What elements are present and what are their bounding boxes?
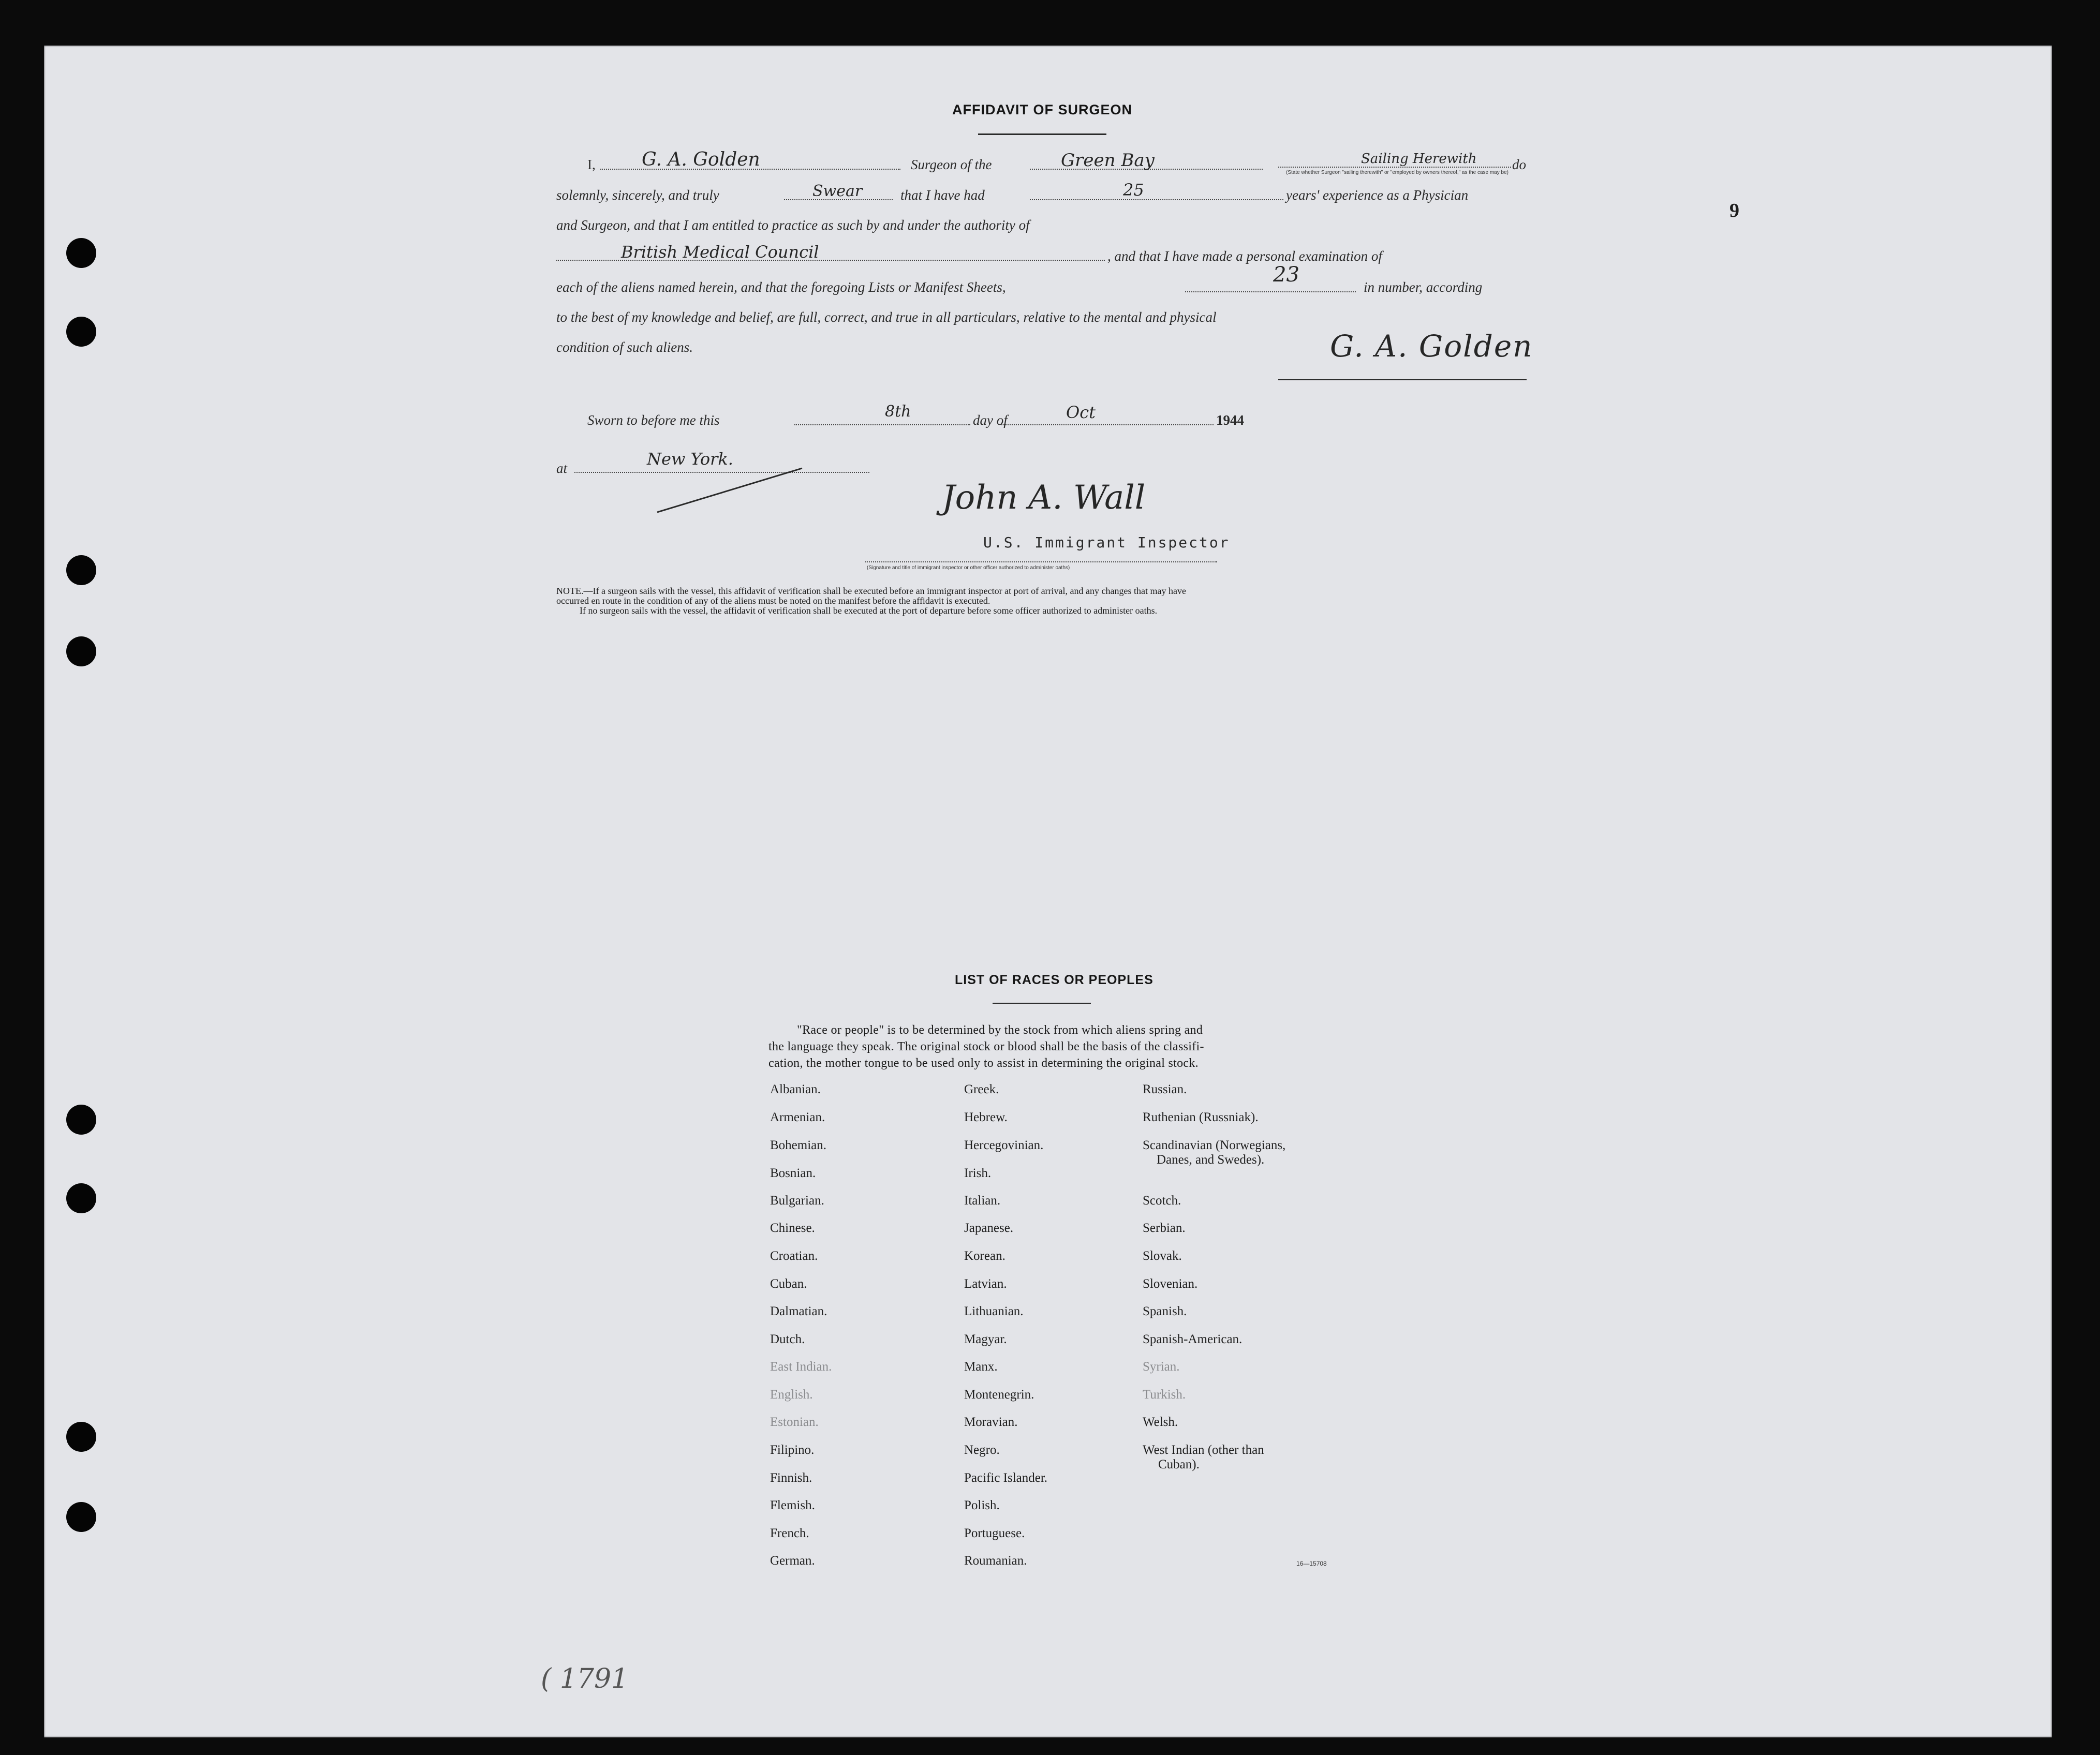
handwritten-owner: Sailing Herewith <box>1361 151 1477 167</box>
blank-month <box>1001 424 1214 425</box>
note-line3: If no surgeon sails with the vessel, the affidavit of verification shall be executed at the port of departure before some officer authorized to administer oaths. <box>580 605 1158 616</box>
race-entry: Montenegrin. <box>964 1388 1034 1402</box>
blank-day <box>794 424 970 425</box>
race-entry: West Indian (other than <box>1143 1443 1264 1457</box>
blank-sheets <box>1185 291 1356 292</box>
page-number: 9 <box>1729 200 1739 221</box>
race-entry: Finnish. <box>770 1471 812 1485</box>
race-entry: Albanian. <box>770 1082 821 1096</box>
race-entry: Roumanian. <box>964 1554 1027 1568</box>
race-entry: Irish. <box>964 1166 992 1180</box>
race-entry: Estonian. <box>770 1415 819 1429</box>
form-number: 16—15708 <box>1296 1560 1327 1567</box>
races-intro-line3: cation, the mother tongue to be used only to assist in determining the original stock. <box>768 1057 1199 1070</box>
race-entry: German. <box>770 1554 815 1568</box>
race-entry: Korean. <box>964 1249 1005 1263</box>
race-entry: Negro. <box>964 1443 1000 1457</box>
affidavit-line4-suffix: , and that I have made a personal examination of <box>1107 248 1382 264</box>
race-entry: Russian. <box>1143 1082 1187 1096</box>
race-entry: Polish. <box>964 1498 1000 1512</box>
handwritten-surgeon-name: G. A. Golden <box>642 149 760 170</box>
affidavit-line7: condition of such aliens. <box>556 339 693 355</box>
race-entry: Dutch. <box>770 1332 805 1346</box>
race-entry: Scandinavian (Norwegians, <box>1143 1138 1286 1152</box>
affidavit-title: AFFIDAVIT OF SURGEON <box>952 102 1132 117</box>
signature-line <box>1278 379 1527 380</box>
race-entry: Spanish. <box>1143 1304 1187 1318</box>
race-entry: Slovenian. <box>1143 1277 1198 1291</box>
note-line1: NOTE.—If a surgeon sails with the vessel, this affidavit of verification shall be executed before an immigrant inspector at port of arrival, and any changes that may have <box>556 586 1186 596</box>
race-entry: Danes, and Swedes). <box>1157 1153 1265 1167</box>
handwritten-oath: Swear <box>812 182 863 200</box>
race-entry: Bohemian. <box>770 1138 827 1152</box>
sworn-mid: day of <box>973 412 1008 428</box>
race-entry: East Indian. <box>770 1360 832 1374</box>
race-entry: Hebrew. <box>964 1110 1008 1124</box>
handwritten-authority: British Medical Council <box>621 242 819 262</box>
race-entry: Dalmatian. <box>770 1304 827 1318</box>
inspector-caption: (Signature and title of immigrant inspector or other officer authorized to administer oaths) <box>867 565 1070 571</box>
race-entry: Serbian. <box>1143 1221 1186 1235</box>
blank-years <box>1030 199 1283 200</box>
blank-inspector <box>865 561 1217 562</box>
punch-hole <box>66 1502 96 1532</box>
sworn-year: 1944 <box>1216 412 1244 428</box>
races-intro-line2: the language they speak. The original stock or blood shall be the basis of the classifi- <box>768 1040 1204 1053</box>
race-entry: Hercegovinian. <box>964 1138 1044 1152</box>
race-entry: Manx. <box>964 1360 998 1374</box>
note-line2: occurred en route in the condition of any of the aliens must be noted on the manifest before the affidavit is executed. <box>556 596 990 606</box>
affidavit-line1-mid: Surgeon of the <box>911 157 992 172</box>
race-entry: Welsh. <box>1143 1415 1178 1429</box>
race-entry: Armenian. <box>770 1110 825 1124</box>
race-entry: Latvian. <box>964 1277 1007 1291</box>
race-entry: French. <box>770 1526 809 1540</box>
race-entry: Japanese. <box>964 1221 1014 1235</box>
race-entry: Scotch. <box>1143 1194 1181 1208</box>
affidavit-line6: to the best of my knowledge and belief, are full, correct, and true in all particulars, relative to the mental and physical <box>556 309 1217 325</box>
handwritten-place: New York. <box>647 449 733 469</box>
race-entry: Spanish-American. <box>1143 1332 1243 1346</box>
blank-owner <box>1278 167 1511 168</box>
race-entry: Cuban. <box>770 1277 807 1291</box>
handwritten-day: 8th <box>885 403 911 421</box>
affidavit-line1-prefix: I, <box>587 157 596 172</box>
race-entry: Ruthenian (Russniak). <box>1143 1110 1259 1124</box>
race-entry: Turkish. <box>1143 1388 1186 1402</box>
race-entry: Portuguese. <box>964 1526 1025 1540</box>
race-entry: Filipino. <box>770 1443 815 1457</box>
affidavit-line1-suffix: do <box>1512 157 1526 172</box>
affidavit-line2-suffix: years' experience as a Physician <box>1286 187 1469 203</box>
race-entry: Magyar. <box>964 1332 1007 1346</box>
punch-hole <box>66 1422 96 1452</box>
race-entry: Pacific Islander. <box>964 1471 1048 1485</box>
punch-hole <box>66 1105 96 1135</box>
punch-hole <box>66 1183 96 1213</box>
bottom-stamp: ( 1791 <box>541 1663 629 1694</box>
affidavit-line5-prefix: each of the aliens named herein, and that the foregoing Lists or Manifest Sheets, <box>556 279 1006 295</box>
race-entry: Bosnian. <box>770 1166 816 1180</box>
race-entry: Slovak. <box>1143 1249 1182 1263</box>
punch-hole <box>66 317 96 347</box>
race-entry: Bulgarian. <box>770 1194 824 1208</box>
handwritten-stroke <box>652 460 807 517</box>
races-title-underline <box>993 1003 1091 1004</box>
sworn-prefix: Sworn to before me this <box>587 412 720 428</box>
race-entry: Greek. <box>964 1082 999 1096</box>
handwritten-sheets: 23 <box>1273 263 1299 287</box>
affidavit-line2-mid: that I have had <box>900 187 985 203</box>
race-entry: Moravian. <box>964 1415 1018 1429</box>
race-entry: Chinese. <box>770 1221 815 1235</box>
race-entry: Italian. <box>964 1194 1001 1208</box>
race-entry: English. <box>770 1388 813 1402</box>
document-sheet <box>44 46 2052 1737</box>
punch-hole <box>66 636 96 666</box>
handwritten-vessel: Green Bay <box>1061 150 1155 171</box>
race-entry: Lithuanian. <box>964 1304 1024 1318</box>
affidavit-line3: and Surgeon, and that I am entitled to practice as such by and under the authority of <box>556 217 1030 233</box>
race-entry: Flemish. <box>770 1498 815 1512</box>
race-entry: Syrian. <box>1143 1360 1180 1374</box>
affidavit-line2-prefix: solemnly, sincerely, and truly <box>556 187 719 203</box>
owner-instruction: (State whether Surgeon "sailing therewith" or "employed by owners thereof," as the case may be) <box>1286 170 1509 175</box>
races-title: LIST OF RACES OR PEOPLES <box>955 973 1153 987</box>
affidavit-line5-suffix: in number, according <box>1364 279 1483 295</box>
races-intro-line1: "Race or people" is to be determined by the stock from which aliens spring and <box>797 1023 1203 1037</box>
race-entry: Croatian. <box>770 1249 818 1263</box>
inspector-title: U.S. Immigrant Inspector <box>983 534 1230 551</box>
at-prefix: at <box>556 460 568 476</box>
inspector-signature: John A. Wall <box>942 479 1146 517</box>
punch-hole <box>66 238 96 268</box>
handwritten-years: 25 <box>1123 180 1144 200</box>
title-underline <box>978 133 1106 135</box>
punch-hole <box>66 555 96 585</box>
surgeon-signature: G. A. Golden <box>1330 329 1533 364</box>
race-entry: Cuban). <box>1158 1457 1200 1471</box>
handwritten-month: Oct <box>1066 403 1096 422</box>
